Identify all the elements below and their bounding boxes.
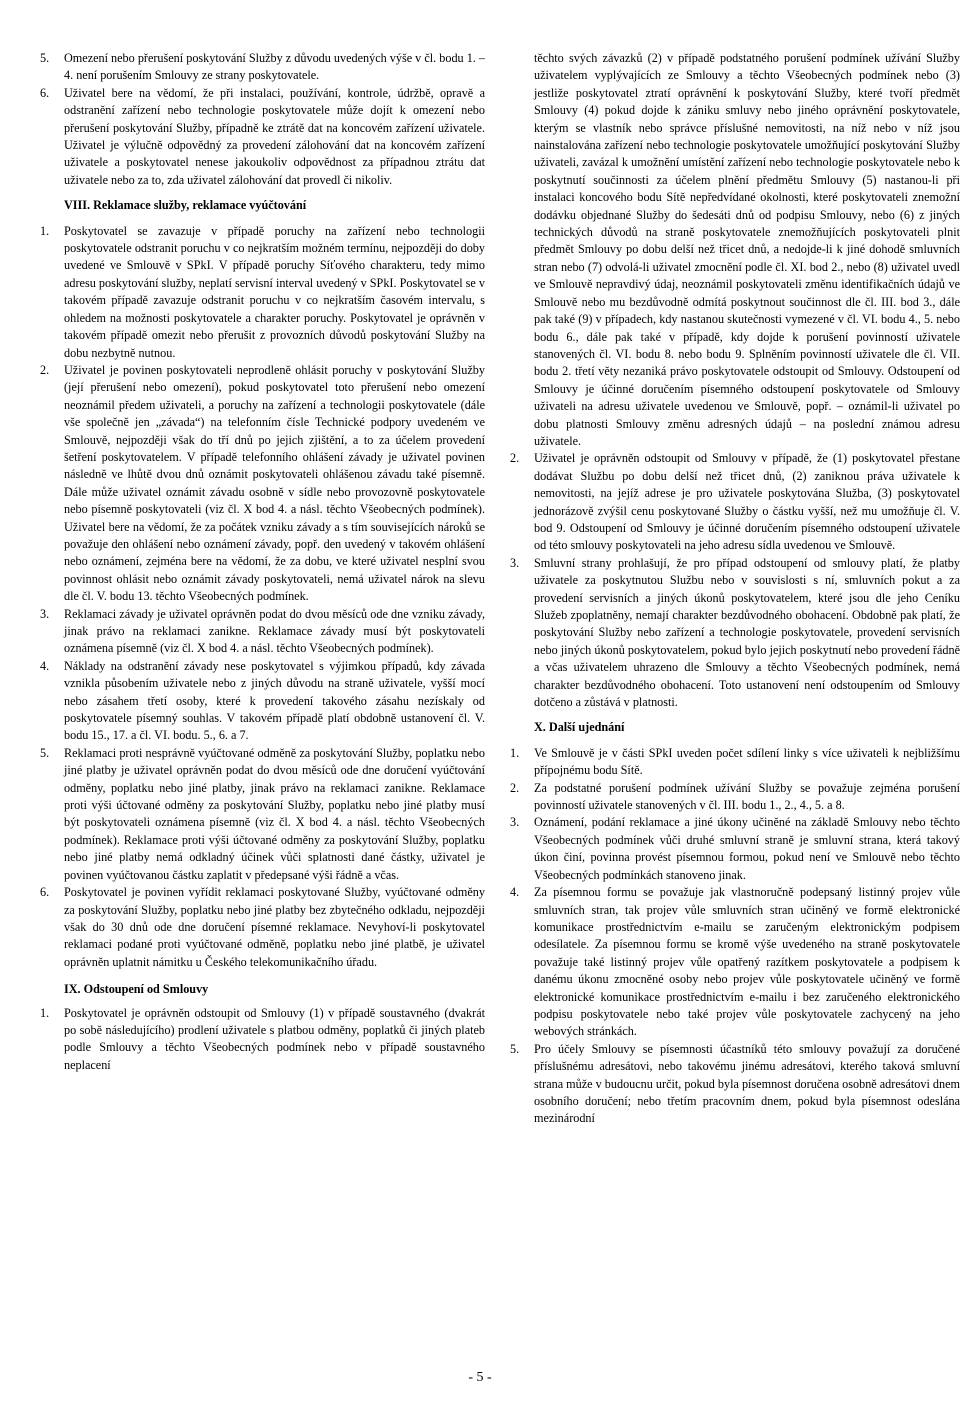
list-item: 3. Reklamaci závady je uživatel oprávněn podat do dvou měsíců ode dne vzniku závady, jinak právo na reklamaci zanikne. Reklamace závady musí být poskytovateli oznámena písemně (viz čl. X bod 4. a násl. těchto Všeobecných podmínek). [40, 606, 485, 656]
list-item: 2. Uživatel je oprávněn odstoupit od Smlouvy v případě, že (1) poskytovatel přestane dodávat Službu po dobu delší než třicet dnů, (2) zaniknou práva uživatele k nemovitosti, na jejíž adrese je pro uživatele poskytována Služba, (3) poskytovatel jednorázově zvýšil cenu poskytované Služby o částku vyšší, než mu umožňuje čl. V. bod 9. Odstoupení od Smlouvy je účinné doručením písemného odstoupení uživatele od této smlouvy poskytovateli na jeho adresu sídla uvedenou ve Smlouvě. [510, 451, 960, 553]
list-item: 2. Za podstatné porušení podmínek užívání Služby se považuje zejména porušení povinností uživatele stanovených v čl. III. bodu 1., 2., 4., 5. a 8. [510, 780, 960, 813]
right-column [510, 50, 960, 1128]
section-heading-viii: VIII. Reklamace služby, reklamace vyúčtování [64, 198, 307, 213]
list-item: 4. Za písemnou formu se považuje jak vlastnoručně podepsaný listinný projev vůle smluvních stran, tak projev vůle smluvních stran učiněný ve formě elektronické komunikace prostřednictvím e-mailu se zaručeným elektronickým podpisem odesílatele. Za písemnou formu se kromě výše uvedeného na straně poskytovatele považuje také listinný projev vůle opatřený razítkem poskytovatele a podpisem k danému úkonu zmocněné osoby nebo projev vůle poskytovatele učiněný ve formě elektronické komunikace prostřednictvím e-mailu i bez zaručeného elektronického podpisu poskytovatele nebo také projev vůle poskytovatele zachycený na jeho webových stránkách. [510, 885, 960, 1039]
list-item: 2. Uživatel je povinen poskytovateli neprodleně ohlásit poruchy v poskytování Služby (její přerušení nebo omezení), pokud poskytovatel toto přerušení nebo omezení neoznámil předem uživateli, a poruchy na zařízení a technologii poskytovatele (dále vše společně jen „závada“) na telefonním čísle Technické podpory uvedeném ve Smlouvě, nejpozději však do tří dnů po jejich zjištění, a to za účelem provedení šetření poskytovatelem. V případě telefonního ohlášení závady je uživatel povinen následně ve lhůtě dvou dnů oznámit poskytovateli ohlášenou závadu také písemně. Dále může uživatel oznámit závadu osobně v sídle nebo provozovně poskytovatele nebo písemně poskytovateli (viz čl. X bod 4. a násl. těchto Všeobecných podmínek). Uživatel bere na vědomí, že za počátek vzniku závady a s tím souvisejících nároků se považuje den ohlášení nebo oznámení závady, popř. den uvedený v takovém ohlášení nebo oznámení, zejména bere na vědomí, že za dobu, ve které uživatel nesplní svou povinnost ohlásit nebo oznámit závady poskytovateli, nemá uživatel nárok na slevu dle čl. V. bodu 13. těchto Všeobecných podmínek. [40, 362, 485, 604]
left-column [40, 50, 485, 1074]
list-item: 3. Smluvní strany prohlašují, že pro případ odstoupení od smlouvy platí, že platby uživatele za poskytnutou Službu nebo v souvislosti s ní, smluvních pokut a za provedení servisních a jiných úkonů poskytovatelem, které jsou dle jeho Ceníku Služeb zpoplatněny, nemají charakter bezdůvodného obohacení. Obdobně pak platí, že poskytování Služby nebo zařízení a technologie poskytovatele, provedení servisních nebo jiných úkonů poskytovatelem, pokud bylo jejich poskytnutí nebo provedení řádně a včas uživatelem uhrazeno dle Smlouvy a těchto Všeobecných podmínek, nemá charakter bezdůvodného obohacení. Toto ustanovení není odstoupením od Smlouvy dotčeno a zůstává v platnosti. [510, 555, 960, 710]
section-heading-ix: IX. Odstoupení od Smlouvy [64, 982, 209, 997]
section-heading-x: X. Další ujednání [534, 720, 625, 735]
list-item: 6. Uživatel bere na vědomí, že při instalaci, používání, kontrole, údržbě, opravě a odstranění zařízení nebo technologie poskytovatele může dojít k omezení nebo přerušení poskytování Služby, případně ke ztrátě dat na koncovém zařízení uživatele. Uživatel je výlučně odpovědný za provedení zálohování dat na koncovém zařízení uživatele a poskytovatel nenese jakoukoliv odpovědnost za případnou ztrátu dat uživatele nebo za to, zda uživatel zálohování dat provedl či nikoliv. [40, 85, 485, 187]
list-item: 6. Poskytovatel je povinen vyřídit reklamaci poskytované Služby, vyúčtované odměny za poskytování Služby, poplatku nebo jiné platby bez zbytečného odkladu, nejpozději však do 30 dnů ode dne doručení písemné reklamace. Nevyhoví-li poskytovatel reklamaci podané proti vyúčtované odměně, poplatku nebo jiné platbě, je uživatel oprávněn uplatnit námitku u Českého telekomunikačního úřadu. [40, 885, 485, 969]
list-item: 3. Oznámení, podání reklamace a jiné úkony učiněné na základě Smlouvy nebo těchto Všeobecných podmínek vůči druhé smluvní straně je smluvní strana, která takový úkon činí, povinna provést písemnou formou, pokud není ve Smlouvě nebo těchto Všeobecných podmínkách stanoveno jinak. [510, 815, 960, 882]
list-item: 1. Poskytovatel je oprávněn odstoupit od Smlouvy (1) v případě soustavného (dvakrát po sobě následujícího) prodlení uživatele s platbou odměny, poplatků či jiných plateb podle Smlouvy a těchto Všeobecných podmínek nebo v případě soustavného neplacení [40, 1005, 485, 1072]
list-item: 5. Omezení nebo přerušení poskytování Služby z důvodu uvedených výše v čl. bodu 1. – 4. není porušením Smlouvy ze strany poskytovatele. [40, 51, 485, 83]
list-item: 1. Ve Smlouvě je v části SPkI uveden počet sdílení linky s více uživateli k nejbližšímu přípojnému bodu Sítě. [510, 745, 960, 778]
list-item: 1. Poskytovatel se zavazuje v případě poruchy na zařízení nebo technologii poskytovatele odstranit poruchu v co nejkratším možném termínu, nejpozději do doby uvedené ve Smlouvě v SPkI. V případě poruchy Síťového charakteru, tedy mimo adresu poskytování služby, neplatí servisní interval uvedený v SPkI. Poskytovatel se v takovém případě zavazuje odstranit poruchu v co nejkratším časovém intervalu, s ohledem na možnosti poskytovatele a charakter poruchy. Poskytovatel je oprávněn v takovém případě omezit nebo přerušit z provozních důvodů poskytování Služby na dobu nezbytně nutnou. [40, 223, 485, 360]
continued-paragraph: těchto svých závazků (2) v případě podstatného porušení podmínek užívání Služby uživatelem vyplývajících ze Smlouvy a těchto Všeobecných podmínek nebo (3) jestliže poskytovatel ztratí oprávnění k poskytování Služby, které tvoří předmět Smlouvy (4) pokud dojde k zániku smluvy nebo jiného oprávnění poskytovatele, kterým se vlastník nebo správce příslušné nemovitosti, na níž nebo v níž jsou nainstalována zařízení nebo technologie poskytovatele umožňující poskytování Služby uživateli, zavázal k umožnění umístění zařízení nebo technologie poskytovatele nebo k poskytnutí součinnosti za účelem plnění předmětu Smlouvy (5) nastanou-li při instalaci koncového bodu Sítě nepředvídané okolnosti, které poskytovateli znemožní dodávku objednané Služby do šedesáti dnů od podpisu Smlouvy, nebo (6) z jiných technických důvodů na straně poskytovatele znemožňujících poskytovateli plnit předmět Smlouvy po dobu delší než třicet dnů, a nedojde-li k jiné dohodě smluvních stran nebo (7) odvolá-li uživatel zmocnění podle čl. XI. bod 2., nebo (8) uživatel uvedl ve Smlouvě nepravdivý údaj, neoznámil poskytovateli změnu identifikačních údajů ve Smlouvě nebo mu bezdůvodně odmítá poskytnout součinnost dle čl. III. bod 3., dále pak také (9) v případech, kdy nastanou skutečnosti vymezené v čl. VI. bodu 4., 5. nebo bodu 6., dále pak také v případě, kdy dojde k porušení povinností uživatele stanovených čl. VI. bodu 8. nebo bodu 9. Splněním povinností uživatele dle čl. VII. bodu 2. třetí věty nezaniká právo poskytovatele odstoupit od Smlouvy. Odstoupení od Smlouvy je účinné doručením písemného odstoupení poskytovatele od Smlouvy uživateli na adresu uživatele uvedenou ve Smlouvě, popř. – oznámil-li uživatel po dobu platnosti Smlouvy změnu adresných údajů – na poslední známou adresu uživatele. [534, 51, 960, 448]
list-item: 5. Pro účely Smlouvy se písemnosti účastníků této smlouvy považují za doručené příslušnému adresátovi, nebo takovému jinému adresátovi, kterého taková smluvní strana může v budoucnu určit, pokud byla písemnost doručena osobně adresátovi dnem osobního doručení; nebo třetím pracovním dnem, pokud byla písemnost odeslána mezinárodní [510, 1041, 960, 1126]
page-number: - 5 - [468, 1370, 492, 1385]
list-item: 5. Reklamaci proti nesprávně vyúčtované odměně za poskytování Služby, poplatku nebo jiné platby je uživatel oprávněn podat do dvou měsíců ode dne doručení vyúčtování odměny, poplatku nebo jiné platby, jinak právo na reklamaci zanikne. Reklamace proti výši účtované odměny za poskytování Služby, poplatku nebo jiné platby musí být poskytovateli oznámena písemně (viz čl. X bod 4. a násl. těchto Všeobecných podmínek). Reklamace proti výši účtované odměny za poskytování Služby, poplatku nebo jiné platby nemá odkladný účinek vůči splatnosti dané částky, uživatel je povinen vyúčtovanou částku zaplatit v předepsané výši řádně a včas. [40, 745, 485, 882]
list-item: 4. Náklady na odstranění závady nese poskytovatel s výjimkou případů, kdy závada vznikla působením uživatele nebo z jiných důvodu na straně uživatele, vyšší mocí nebo zásahem třetí osoby, které k provedení takového zásahu nezískaly od poskytovatele písemný souhlas. V takovém případě platí obdobně ustanovení čl. V. bodu 15., 17. a čl. VI. bodu. 5., 6. a 7. [40, 658, 485, 743]
